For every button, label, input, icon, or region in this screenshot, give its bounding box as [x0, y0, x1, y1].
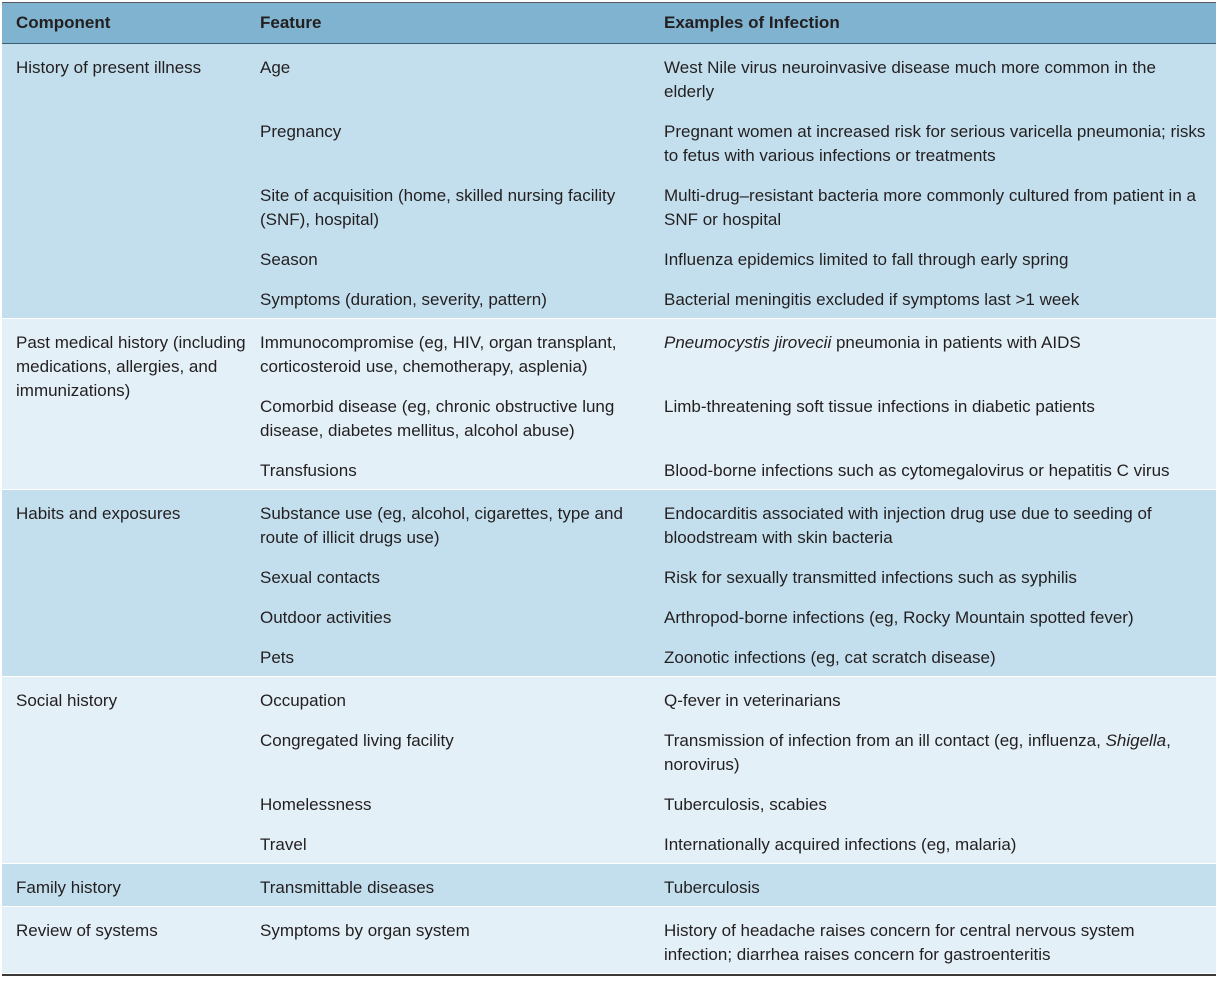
example-cell: Influenza epidemics limited to fall through early spring: [664, 250, 1069, 269]
example-cell: Endocarditis associated with injection drug use due to seeding of bloodstream with skin bacteria: [664, 504, 1152, 547]
table-row: [260, 677, 1216, 717]
table-row: [260, 236, 1216, 276]
group-history-of-present-illness: [2, 44, 1216, 319]
example-cell: [664, 717, 1216, 781]
table-row: [260, 490, 1216, 554]
feature-cell: Comorbid disease (eg, chronic obstructive lung disease, diabetes mellitus, alcohol abuse): [260, 397, 615, 440]
table-row: [260, 172, 1216, 236]
example-cell: Multi-drug–resistant bacteria more commonly cultured from patient in a SNF or hospital: [664, 186, 1196, 229]
table-row: [260, 108, 1216, 172]
infection-history-table: [2, 2, 1216, 976]
example-cell: [664, 319, 1216, 383]
component-cell: History of present illness: [16, 58, 202, 77]
header-examples: Examples of Infection: [664, 13, 840, 32]
component-cell: Family history: [16, 878, 121, 897]
feature-cell: Age: [260, 58, 291, 77]
table-row: [260, 447, 1216, 487]
feature-cell: Congregated living facility: [260, 731, 454, 750]
example-cell: Tuberculosis, scabies: [664, 795, 827, 814]
table-row: [260, 594, 1216, 634]
feature-cell: Sexual contacts: [260, 568, 381, 587]
component-cell: Habits and exposures: [16, 504, 181, 523]
table-row: [260, 717, 1216, 781]
example-cell: Zoonotic infections (eg, cat scratch disease): [664, 648, 996, 667]
feature-cell: Outdoor activities: [260, 608, 392, 627]
table-row: [260, 781, 1216, 821]
group-review-of-systems: [2, 907, 1216, 974]
table-row: [260, 634, 1216, 674]
table-row: [260, 383, 1216, 447]
example-text: pneumonia in patients with AIDS: [831, 333, 1081, 352]
organism-name: Shigella: [1105, 731, 1167, 750]
example-cell: Limb-threatening soft tissue infections in diabetic patients: [664, 397, 1095, 416]
group-social-history: [2, 677, 1216, 864]
component-cell: Past medical history (including medications, allergies, and immunizations): [16, 333, 246, 400]
example-cell: Internationally acquired infections (eg, malaria): [664, 835, 1017, 854]
feature-cell: Transmittable diseases: [260, 878, 435, 897]
example-cell: History of headache raises concern for central nervous system infection; diarrhea raises concern for gastroenteritis: [664, 921, 1135, 964]
example-text: Transmission of infection from an ill contact (eg, influenza,: [664, 731, 1106, 750]
organism-name: Pneumocystis jirovecii: [664, 333, 832, 352]
example-cell: Pregnant women at increased risk for serious varicella pneumonia; risks to fetus with various infections or treatments: [664, 122, 1206, 165]
header-component: Component: [16, 13, 111, 32]
feature-cell: Transfusions: [260, 461, 357, 480]
example-cell: West Nile virus neuroinvasive disease much more common in the elderly: [664, 58, 1156, 101]
example-cell: Blood-borne infections such as cytomegalovirus or hepatitis C virus: [664, 461, 1170, 480]
group-family-history: [2, 864, 1216, 907]
example-cell: Bacterial meningitis excluded if symptoms last >1 week: [664, 290, 1080, 309]
header-feature: Feature: [260, 13, 322, 32]
table-row: [260, 864, 1216, 904]
feature-cell: Homelessness: [260, 795, 372, 814]
group-past-medical-history: [2, 319, 1216, 490]
feature-cell: Immunocompromise (eg, HIV, organ transplant, corticosteroid use, chemotherapy, asplenia): [260, 333, 617, 376]
feature-cell: Symptoms by organ system: [260, 921, 470, 940]
feature-cell: Symptoms (duration, severity, pattern): [260, 290, 547, 309]
component-cell: Review of systems: [16, 921, 158, 940]
feature-cell: Travel: [260, 835, 307, 854]
table-row: [260, 276, 1216, 316]
table-row: [260, 907, 1216, 971]
example-cell: Risk for sexually transmitted infections such as syphilis: [664, 568, 1077, 587]
table-row: [260, 821, 1216, 861]
example-cell: Arthropod-borne infections (eg, Rocky Mountain spotted fever): [664, 608, 1134, 627]
feature-cell: Pregnancy: [260, 122, 342, 141]
feature-cell: Substance use (eg, alcohol, cigarettes, type and route of illicit drugs use): [260, 504, 623, 547]
table-row: [260, 319, 1216, 383]
table-header: [2, 3, 1216, 44]
feature-cell: Pets: [260, 648, 295, 667]
table-row: [260, 554, 1216, 594]
feature-cell: Occupation: [260, 691, 346, 710]
table-row: [260, 44, 1216, 108]
feature-cell: Site of acquisition (home, skilled nursing facility (SNF), hospital): [260, 186, 616, 229]
feature-cell: Season: [260, 250, 318, 269]
example-cell: Q-fever in veterinarians: [664, 691, 841, 710]
example-text: , norovirus): [664, 731, 1171, 774]
component-cell: Social history: [16, 691, 118, 710]
group-habits-and-exposures: [2, 490, 1216, 677]
example-cell: Tuberculosis: [664, 878, 760, 897]
